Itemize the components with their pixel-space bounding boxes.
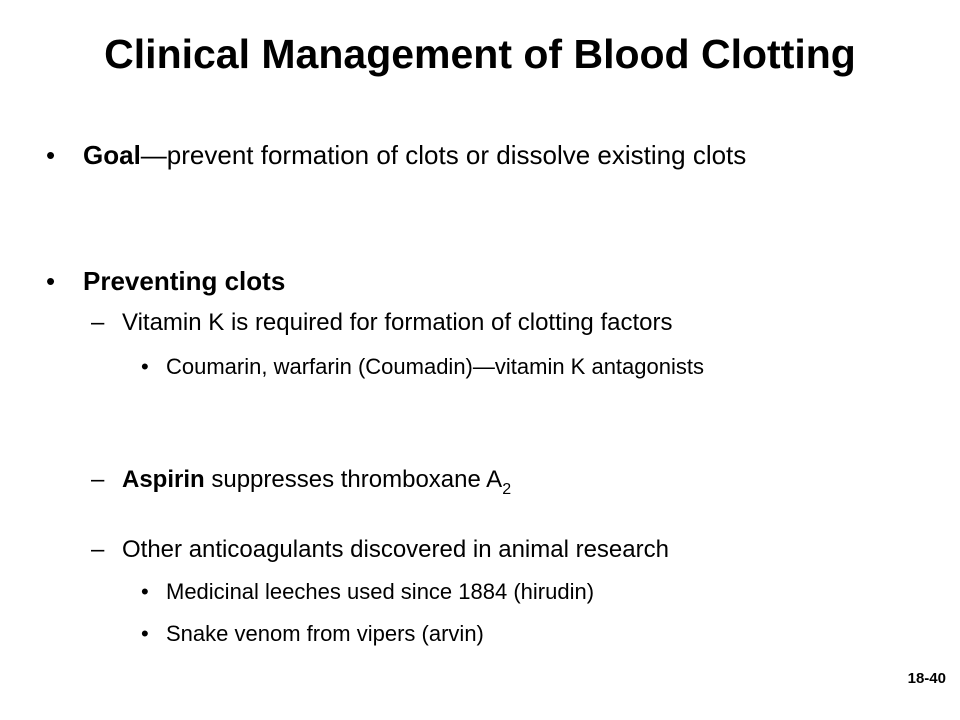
- bullet-marker: •: [141, 354, 149, 379]
- slide-number: 18-40: [907, 670, 946, 687]
- dash-marker: –: [91, 309, 105, 336]
- leeches-text: Medicinal leeches used since 1884 (hirudin): [166, 579, 595, 604]
- coumarin-text: Coumarin, warfarin (Coumadin)—vitamin K antagonists: [166, 354, 704, 379]
- bullet-marker: •: [46, 140, 56, 170]
- dash-marker: –: [91, 536, 105, 563]
- slide-title: Clinical Management of Blood Clotting: [104, 31, 856, 77]
- aspirin-text: [122, 465, 882, 498]
- aspirin-lead: Aspirin: [122, 466, 205, 493]
- bullet-marker: •: [141, 621, 149, 646]
- snake-venom-text: Snake venom from vipers (arvin): [166, 621, 484, 646]
- vitamin-k-text: Vitamin K is required for formation of clotting factors: [122, 309, 673, 336]
- aspirin-subscript: 2: [502, 481, 512, 498]
- bullet-marker: •: [46, 266, 56, 296]
- goal-rest: —prevent formation of clots or dissolve existing clots: [140, 140, 747, 170]
- dash-marker: –: [91, 466, 105, 493]
- bullet-marker: •: [141, 579, 149, 604]
- goal-lead: Goal: [83, 140, 141, 170]
- bullet-goal-text: [83, 139, 903, 172]
- preventing-clots-label: Preventing clots: [83, 266, 286, 296]
- aspirin-rest: suppresses thromboxane A: [204, 466, 503, 493]
- other-anticoagulants-text: Other anticoagulants discovered in animal research: [122, 536, 669, 563]
